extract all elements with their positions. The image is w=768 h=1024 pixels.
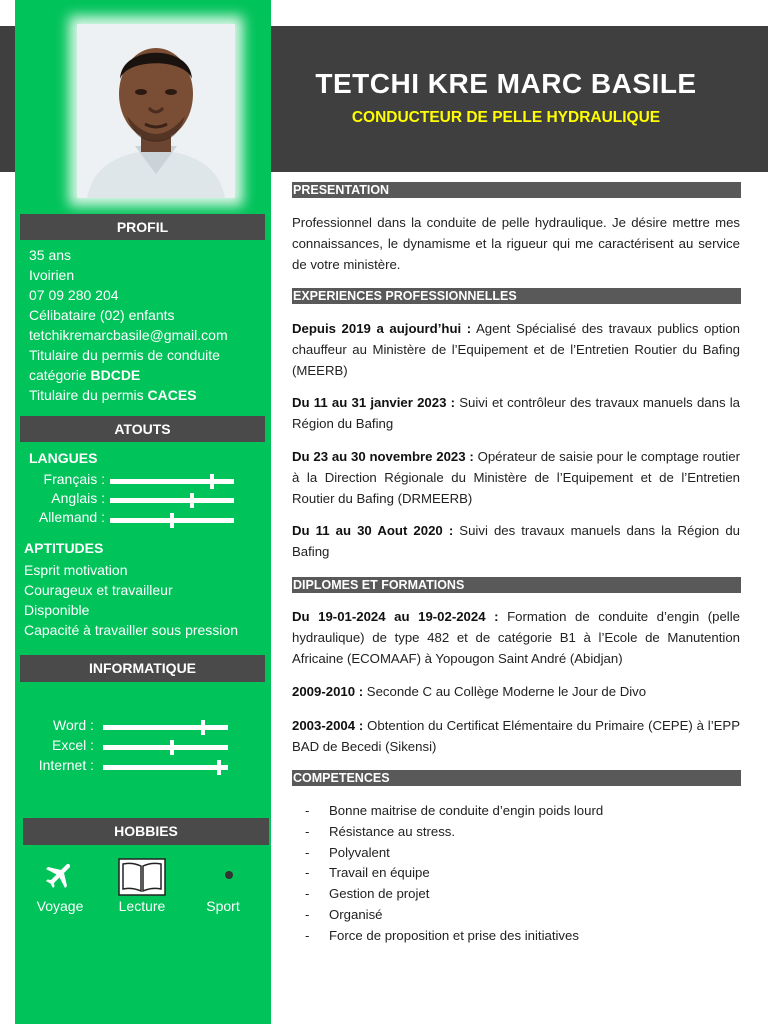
skill-level-bar [103, 725, 228, 730]
diplome-text: Obtention du Certificat Elémentaire du Primaire (CEPE) à l’EPP BAD de Becedi (Sikensi) [292, 718, 741, 754]
competence-item: - Bonne maitrise de conduite d’engin poids lourd [305, 801, 603, 822]
level-knob [217, 760, 221, 775]
competence-item: - Force de proposition et prise des initiatives [305, 926, 603, 947]
hobby-voyage [20, 858, 100, 914]
aptitude-item: Esprit motivation [24, 562, 128, 578]
hobbies-heading: HOBBIES [23, 818, 269, 845]
language-row-francais [15, 471, 245, 489]
skill-label: Internet : [38, 757, 94, 773]
skill-row-internet [15, 757, 245, 775]
level-knob [170, 513, 174, 528]
profil-heading: PROFIL [20, 214, 265, 240]
level-knob [210, 474, 214, 489]
header-banner [271, 26, 768, 172]
hobby-lecture [102, 858, 182, 914]
skill-level-bar [103, 745, 228, 750]
diplome-item [292, 682, 740, 703]
experience-item [292, 447, 740, 509]
diplome-item [292, 716, 740, 758]
aptitude-item: Courageux et travailleur [24, 582, 173, 598]
competence-item: - Organisé [305, 905, 603, 926]
level-knob [201, 720, 205, 735]
presentation-heading: PRESENTATION [292, 182, 741, 198]
language-label: Anglais : [51, 490, 105, 506]
experience-text: Suivi et contrôleur des travaux manuels dans la Région du Bafing [292, 395, 740, 431]
caces-prefix: Titulaire du permis [29, 387, 148, 403]
atouts-heading: ATOUTS [20, 416, 265, 442]
experience-item [292, 319, 740, 381]
language-row-anglais [15, 490, 245, 508]
job-title: CONDUCTEUR DE PELLE HYDRAULIQUE [351, 109, 661, 126]
license-category: BDCDE [90, 367, 141, 383]
diplome-period: 2009-2010 : [292, 684, 364, 699]
language-level-bar [110, 498, 234, 503]
competence-item: - Résistance au stress. [305, 822, 603, 843]
competence-item: - Polyvalent [305, 843, 603, 864]
experiences-heading: EXPERIENCES PROFESSIONNELLES [292, 288, 741, 304]
profil-nationality: Ivoirien [29, 267, 75, 283]
sidebar [15, 0, 271, 1024]
skill-row-excel [15, 737, 245, 755]
diplomes-heading: DIPLOMES ET FORMATIONS [292, 577, 741, 593]
competence-item: - Gestion de projet [305, 884, 603, 905]
experience-text: Suivi des travaux manuels dans la Région du Bafing [292, 523, 740, 559]
language-label: Français : [43, 471, 105, 487]
level-knob [190, 493, 194, 508]
book-icon [118, 858, 166, 896]
hobby-sport [183, 858, 263, 914]
skill-label: Word : [53, 717, 94, 733]
aptitude-item: Disponible [24, 602, 90, 618]
ball-icon [206, 858, 240, 892]
informatique-heading: INFORMATIQUE [20, 655, 265, 682]
profile-photo [77, 24, 235, 198]
presentation-text: Professionnel dans la conduite de pelle hydraulique. Je désire mettre mes connaissances, le dynamisme et la rigueur qui me caractérisent au service de votre ministère. [292, 215, 740, 272]
caces-label: CACES [147, 387, 197, 403]
profil-phone: 07 09 280 204 [29, 287, 119, 303]
profil-family: Célibataire (02) enfants [29, 307, 175, 323]
langues-heading: LANGUES [29, 450, 98, 466]
diplome-text: Formation de conduite d’engin (pelle hydraulique) de type 482 et de catégorie B1 à l’Ecole de Manutention Africaine (ECOMAAF) à Yopougon Saint André (Abidjan) [292, 609, 740, 666]
skill-level-bar [103, 765, 228, 770]
language-level-bar [110, 479, 234, 484]
airplane-icon [43, 858, 77, 892]
diplome-period: 2003-2004 : [292, 718, 364, 733]
skill-label: Excel : [51, 737, 94, 753]
language-row-allemand [15, 509, 245, 527]
license-prefix: catégorie [29, 367, 91, 383]
aptitude-item: Capacité à travailler sous pression [24, 622, 238, 638]
level-knob [170, 740, 174, 755]
profil-license-line1: Titulaire du permis de conduite [29, 347, 220, 363]
hobby-label: Voyage [36, 898, 84, 914]
experience-period: Du 11 au 31 janvier 2023 : [292, 395, 455, 410]
language-label: Allemand : [38, 509, 105, 525]
experience-period: Du 23 au 30 novembre 2023 : [292, 449, 474, 464]
hobby-label: Lecture [118, 898, 166, 914]
experience-text: Opérateur de saisie pour le comptage routier à la Direction Régionale du Ministère de l’Equipement et de l’Entretien Routier du Bafing (DRMEERB) [292, 449, 740, 506]
header-left-strip [0, 26, 15, 172]
email-link[interactable]: tetchikremarcbasile@gmail.com [29, 327, 228, 343]
candidate-name: TETCHI KRE MARC BASILE [315, 68, 697, 99]
diplome-item [292, 607, 740, 669]
diplome-period: Du 19-01-2024 au 19-02-2024 : [292, 609, 499, 624]
profil-license-line2 [29, 366, 140, 386]
hobby-label: Sport [206, 898, 240, 914]
experience-text: Agent Spécialisé des travaux publics option chauffeur au Ministère de l’Equipement et de l’Entretien Routier du Bafing (MEERB) [292, 321, 740, 378]
competences-heading: COMPETENCES [292, 770, 741, 786]
experience-item [292, 521, 740, 563]
experience-period: Du 11 au 30 Aout 2020 : [292, 523, 454, 538]
competences-list [305, 801, 603, 947]
skill-row-word [15, 717, 245, 735]
profil-age: 35 ans [29, 247, 72, 263]
competence-item: - Travail en équipe [305, 863, 603, 884]
profil-caces [29, 386, 197, 406]
language-level-bar [110, 518, 234, 523]
aptitudes-heading: APTITUDES [24, 540, 104, 556]
diplome-text: Seconde C au Collège Moderne le Jour de Divo [363, 684, 647, 699]
experience-item [292, 393, 740, 435]
experience-period: Depuis 2019 a aujourd’hui : [292, 321, 472, 336]
